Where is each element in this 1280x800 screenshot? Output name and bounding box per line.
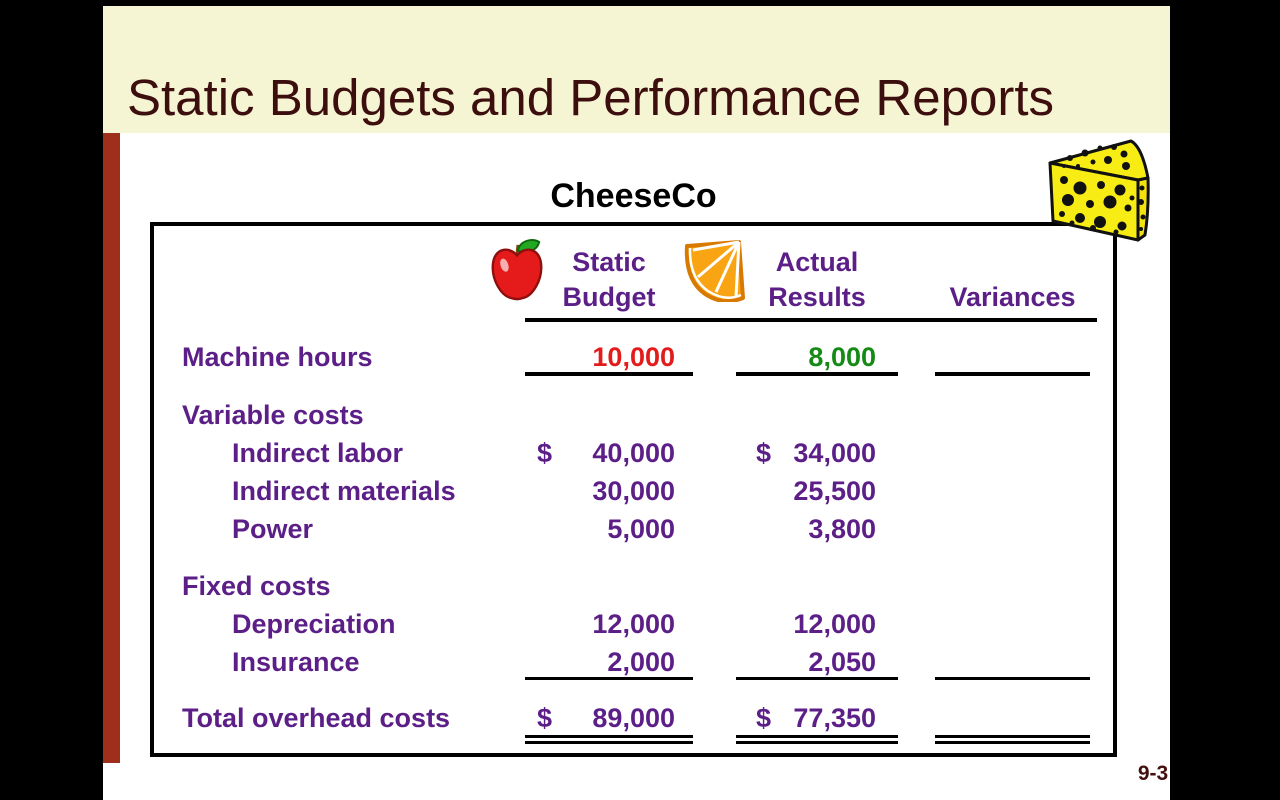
apple-icon	[488, 237, 546, 303]
table-row-variable-costs: Variable costs	[182, 399, 364, 430]
slide-title-banner	[103, 6, 1170, 133]
table-row-power: Power 5,000 3,800	[232, 513, 876, 544]
actual-machine-hours: 8,000	[808, 341, 876, 372]
table-row-fixed-costs: Fixed costs	[182, 570, 331, 601]
slide-page-number: 9-3	[1137, 762, 1169, 785]
table-header	[154, 226, 1113, 321]
table-row-machine-hours: Machine hours 10,000 8,000	[154, 338, 1113, 376]
table-row-depreciation: Depreciation 12,000 12,000	[232, 608, 876, 639]
variance-cell	[935, 338, 1090, 376]
company-title: CheeseCo	[550, 177, 717, 215]
slide-title: Static Budgets and Performance Reports	[127, 69, 1054, 126]
column-header-variances: Variances	[949, 282, 1076, 312]
table-row-indirect-materials: Indirect materials 30,000 25,500	[232, 475, 876, 506]
header-rule	[525, 318, 1097, 322]
table-row-insurance: Insurance 2,000 2,050	[154, 643, 1113, 681]
performance-table	[150, 222, 1117, 757]
cheese-wedge-icon	[1038, 138, 1162, 248]
slide-body	[103, 133, 1170, 800]
column-header-static-budget: Static Budget	[562, 247, 656, 312]
orange-slice-icon	[681, 232, 757, 302]
column-header-actual-results: Actual Results	[768, 247, 866, 312]
budget-machine-hours: 10,000	[592, 341, 675, 372]
table-row-total-overhead: Total overhead costs $ 89,000 $ 77,350	[154, 699, 1113, 737]
table-row-indirect-labor: Indirect labor $ 40,000 $ 34,000	[232, 437, 876, 468]
accent-bar	[103, 133, 120, 763]
